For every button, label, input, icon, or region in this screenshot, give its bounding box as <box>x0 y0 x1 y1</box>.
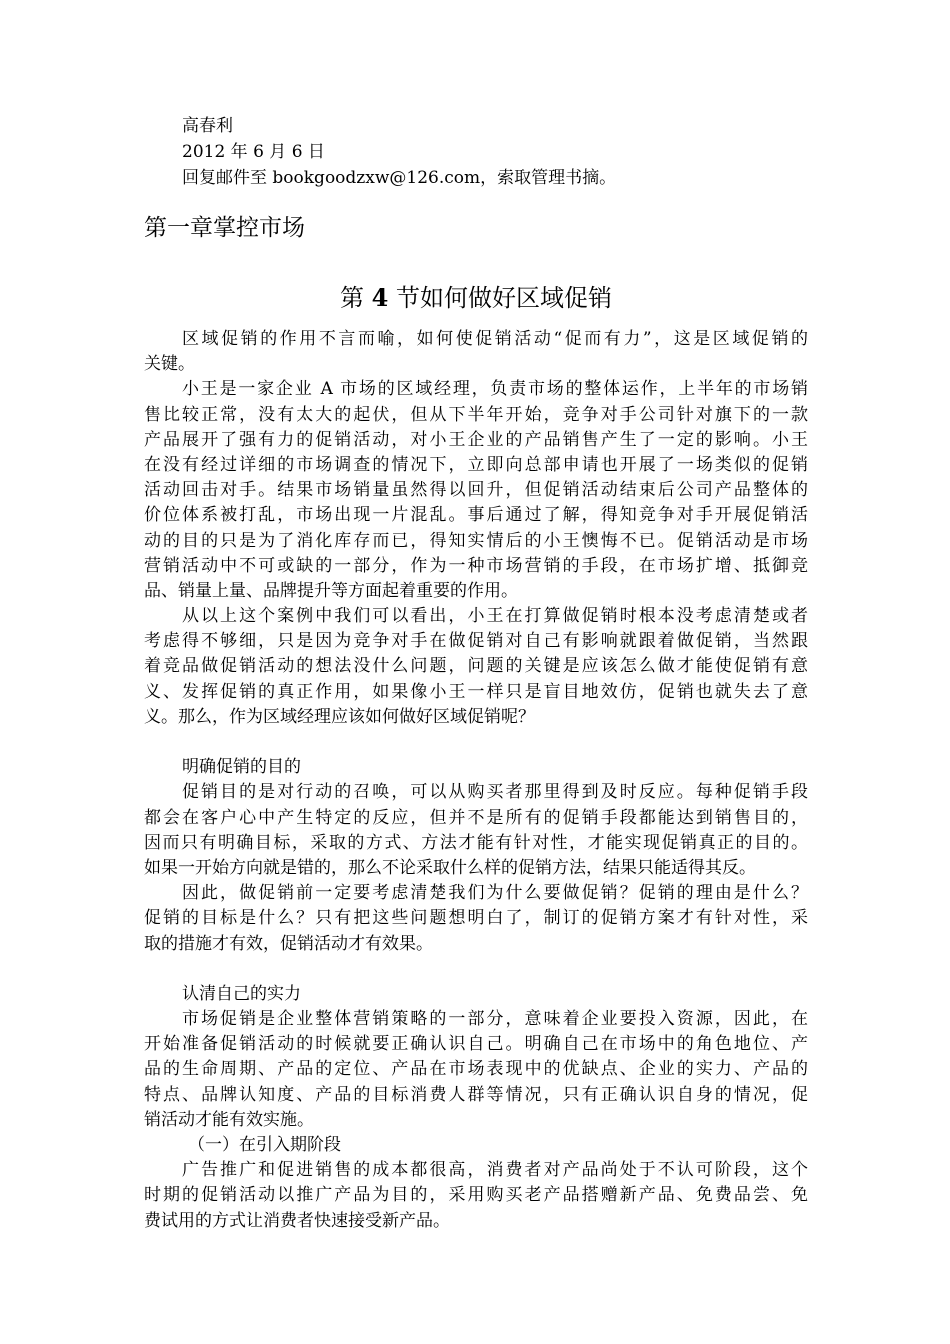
intro-paragraph <box>144 327 808 377</box>
paragraph-line: 促销的目标是什么？只有把这些问题想明白了，制订的促销方案才有针对性，采 <box>144 908 808 929</box>
paragraph-line: 营销活动中不可或缺的一部分，作为一种市场营销的手段，在市场扩增、抵御竞 <box>144 555 808 576</box>
chapter-title: 第一章掌控市场 <box>144 215 305 241</box>
paragraph-line: 价位体系被打乱，市场出现一片混乱。事后通过了解，得知竞争对手开展促销活 <box>144 505 808 526</box>
paragraph-line: 义。那么，作为区域经理应该如何做好区域促销呢？ <box>144 706 535 727</box>
paragraph-line: 广告推广和促进销售的成本都很高，消费者对产品尚处于不认可阶段，这个 <box>182 1160 808 1181</box>
paragraph-line: 考虑得不够细，只是因为竞争对手在做促销对自己有影响就跟着做促销，当然跟 <box>144 631 808 652</box>
paragraph-line: 区域促销的作用不言而喻，如何使促销活动“促而有力”，这是区域促销的 <box>182 329 808 349</box>
paragraph-line: 销活动才能有效实施。 <box>144 1109 314 1130</box>
paragraph-line: 市场促销是企业整体营销策略的一部分，意味着企业要投入资源，因此，在 <box>182 1009 808 1030</box>
paragraph-line: 开始准备促销活动的时候就要正确认识自己。明确自己在市场中的角色地位、产 <box>144 1034 808 1055</box>
document-date: 2012 年 6 月 6 日 <box>182 142 325 162</box>
paragraph-line: 品、销量上量、品牌提升等方面起着重要的作用。 <box>144 580 518 601</box>
paragraph-line: 时期的促销活动以推广产品为目的，采用购买老产品搭赠新产品、免费品尝、免 <box>144 1185 808 1206</box>
section-title <box>144 280 808 316</box>
paragraph-line: 费试用的方式让消费者快速接受新产品。 <box>144 1210 450 1231</box>
section-title-suffix: 节如何做好区域促销 <box>388 284 612 312</box>
paragraph-line: 品的生命周期、产品的定位、产品在市场表现中的优缺点、企业的实力、产品的 <box>144 1059 808 1080</box>
paragraph-line: 因而只有明确目标，采取的方式、方法才能有针对性，才能实现促销真正的目的。 <box>144 832 808 853</box>
case-paragraph <box>144 377 808 604</box>
section-heading: 认清自己的实力 <box>182 983 301 1004</box>
paragraph-line: 都会在客户心中产生特定的反应，但并不是所有的促销手段都能达到销售目的， <box>144 807 808 828</box>
paragraph-line: 如果一开始方向就是错的，那么不论采取什么样的促销方法，结果只能适得其反。 <box>144 857 756 878</box>
sub-heading: （一）在引入期阶段 <box>188 1135 341 1155</box>
author-name: 高春利 <box>182 116 233 136</box>
paragraph-line: 取的措施才有效，促销活动才有效果。 <box>144 933 433 954</box>
paragraph-line: 因此，做促销前一定要考虑清楚我们为什么要做促销？促销的理由是什么？ <box>182 883 808 904</box>
paragraph-line: 关键。 <box>144 354 195 375</box>
paragraph-line: 从以上这个案例中我们可以看出，小王在打算做促销时根本没考虑清楚或者 <box>182 606 808 627</box>
paragraph-line: 特点、品牌认知度、产品的目标消费人群等情况，只有正确认识自身的情况，促 <box>144 1084 808 1105</box>
goal-section <box>144 755 808 957</box>
paragraph-gap <box>144 957 808 982</box>
paragraph-line: 在没有经过详细的市场调查的情况下，立即向总部申请也开展了一场类似的促销 <box>144 454 808 475</box>
strength-section <box>144 982 808 1234</box>
paragraph-line: 动的目的只是为了消化库存而已，得知实情后的小王懊悔不已。促销活动是市场 <box>144 530 808 551</box>
paragraph-gap <box>144 730 808 755</box>
paragraph-line: 小王是一家企业 A 市场的区域经理，负责市场的整体运作，上半年的市场销 <box>182 379 808 400</box>
section-title-prefix: 第 <box>340 284 372 312</box>
paragraph-line: 售比较正常，没有太大的起伏，但从下半年开始，竞争对手公司针对旗下的一款 <box>144 404 808 425</box>
section-number: 4 <box>371 283 389 312</box>
paragraph-line: 活动回击对手。结果市场销量虽然得以回升，但促销活动结束后公司产品整体的 <box>144 480 808 501</box>
section-heading: 明确促销的目的 <box>182 757 301 778</box>
analysis-paragraph <box>144 604 808 730</box>
paragraph-line: 促销目的是对行动的召唤，可以从购买者那里得到及时反应。每种促销手段 <box>182 782 808 803</box>
document-header <box>182 113 822 191</box>
reply-note: 回复邮件至 bookgoodzxw@126.com，索取管理书摘。 <box>182 168 617 188</box>
paragraph-line: 着竞品做促销活动的想法没什么问题，问题的关键是应该怎么做才能使促销有意 <box>144 656 808 677</box>
paragraph-line: 产品展开了强有力的促销活动，对小王企业的产品销售产生了一定的影响。小王 <box>144 429 808 450</box>
paragraph-line: 义、发挥促销的真正作用，如果像小王一样只是盲目地效仿，促销也就失去了意 <box>144 681 808 702</box>
document-body <box>144 327 808 1234</box>
